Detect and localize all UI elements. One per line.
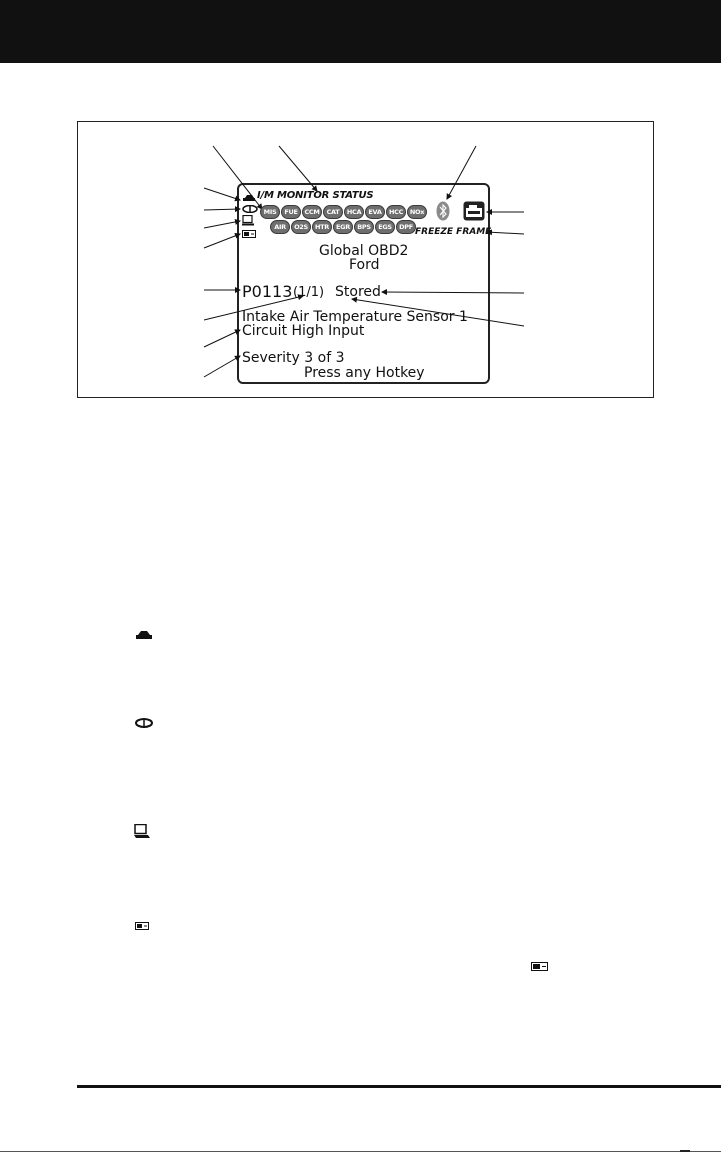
- dtc-index: (1/1): [293, 285, 325, 300]
- leader-status: [382, 292, 524, 293]
- dtc-status: Stored: [335, 284, 381, 300]
- dtc-definition-line-2: Circuit High Input: [242, 323, 365, 339]
- legend-battery-icon: [135, 922, 149, 930]
- im-monitor-status-title: I/M MONITOR STATUS: [257, 190, 374, 201]
- monitor-pill-mis: MIS: [260, 205, 280, 219]
- legend-link-icon: [135, 718, 153, 728]
- mil-engine-icon: [463, 201, 485, 221]
- inline-battery-icon: [531, 962, 548, 971]
- leader-im-title: [279, 146, 317, 191]
- leader-bluetooth: [447, 146, 476, 199]
- leader-vehicle: [204, 188, 240, 200]
- leader-freeze: [487, 232, 524, 234]
- monitor-row-1: [260, 205, 427, 219]
- monitor-pill-bps: BPS: [354, 220, 374, 234]
- link-icon: [242, 205, 258, 213]
- bluetooth-icon: [436, 201, 450, 221]
- monitor-pill-hcc: HCC: [386, 205, 406, 219]
- monitor-pill-ccm: CCM: [302, 205, 322, 219]
- monitor-pill-fue: FUE: [281, 205, 301, 219]
- legend-computer-icon: [134, 824, 150, 839]
- monitor-pill-htr: HTR: [312, 220, 332, 234]
- monitor-row-2: [270, 220, 416, 234]
- leader-link: [204, 209, 240, 210]
- dtc-definition-line-1: Intake Air Temperature Sensor 1: [242, 309, 468, 325]
- monitor-pill-eva: EVA: [365, 205, 385, 219]
- monitor-pill-dpf: DPF: [396, 220, 416, 234]
- monitor-pill-hca: HCA: [344, 205, 364, 219]
- leader-battery: [204, 234, 240, 248]
- legend-vehicle-icon: [135, 630, 153, 640]
- protocol-text: Global OBD2: [319, 243, 409, 259]
- monitor-pill-egs: EGS: [375, 220, 395, 234]
- leader-definition: [204, 330, 240, 347]
- bottom-rule: [0, 1151, 721, 1152]
- battery-icon: [242, 230, 256, 238]
- vehicle-icon: [242, 194, 256, 202]
- monitor-pill-o2s: O2S: [291, 220, 311, 234]
- monitor-pill-cat: CAT: [323, 205, 343, 219]
- monitor-pill-air: AIR: [270, 220, 290, 234]
- dtc-code: P0113: [242, 282, 293, 301]
- page-corner-mark: [680, 1150, 690, 1152]
- press-hotkey-prompt: Press any Hotkey: [304, 365, 425, 381]
- leader-severity: [204, 356, 240, 377]
- monitor-pill-egr: EGR: [333, 220, 353, 234]
- freeze-frame-label: FREEZE FRAME: [415, 227, 492, 237]
- footer-rule: [77, 1085, 721, 1088]
- monitor-pill-nox: NOx: [407, 205, 427, 219]
- computer-icon: [242, 215, 254, 226]
- vehicle-make-text: Ford: [349, 257, 380, 273]
- leader-computer: [204, 221, 240, 228]
- severity-text: Severity 3 of 3: [242, 350, 345, 366]
